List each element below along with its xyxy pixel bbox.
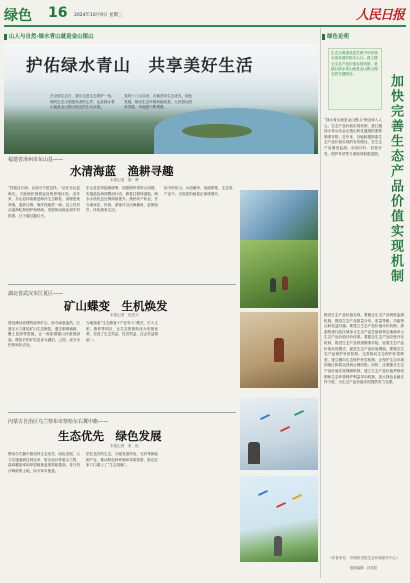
kite-icon <box>294 410 304 416</box>
kite-icon <box>280 426 290 432</box>
page-footer: 版面编辑：孙雪姮 <box>350 566 378 570</box>
story1-place: 福建省漳州市东山县—— <box>8 157 64 163</box>
coastal-photo <box>240 190 318 240</box>
masthead <box>4 4 406 24</box>
marker-icon <box>4 34 7 40</box>
section-rule <box>8 284 236 285</box>
hero-intro-right: 党的十八大以来，各地坚持生态优先、绿色发展，推动生态环境持续改善，人民群众的获得感、幸福感不断增强。 <box>124 94 193 109</box>
commentary-body-continued: 推进生态产品价值实现，要健全生态产品调查监测机制，摸清生态产品数量分布、质量等级、功能特点和权益归属。要建立生态产品价值评价机制，探索构建行政区域单元生态产品总值和特定地域单元生态产品价值评价体系。要健全生态产品经营开发机制，推进生态产品供需精准对接，拓展生态产品价值实现模式，促进生态产品价值增值。要健全生态产品保护补偿机制，完善纵向生态保护补偿制度，建立横向生态保护补偿机制，让保护生态环境的地区和群众得到合理回报。同时，还要健全生态产品价值实现保障机制，建立生态产品价值考核机制和生态环境保护利益导向机制，加大绿色金融支持力度，为生态产品价值实现提供有力支撑。 <box>324 313 404 385</box>
story2-title: 矿山蝶变 生机焕发 <box>64 299 168 313</box>
hero-intro-left: 在全国生态日，我们走进生态保护一线，倾听生态文明建设者的心声，记录绿水青山就是金山银山理念的生动实践。 <box>50 94 115 109</box>
commentary-column <box>322 28 406 578</box>
story2-byline: 本报记者 范昊天 <box>110 313 139 317</box>
rider-figure <box>274 338 284 362</box>
kite-festival-photo <box>240 398 318 470</box>
commentary-abstract: 生态文明建设是关系中华民族永续发展的根本大计。建立健全生态产品价值实现机制，是践行绿水青山就是金山银山理念的关键路径。 <box>328 48 382 110</box>
column-label-text: 山人与自然·绿水青山就是金山银山 <box>9 34 94 40</box>
story3-place: 内蒙古自治区乌兰察布市察哈尔右翼中旗—— <box>8 419 109 425</box>
page-number: 16 <box>48 5 68 21</box>
newspaper-logo: 人民日报 <box>355 8 404 23</box>
story3-title: 生态优先 绿色发展 <box>58 429 162 443</box>
story2-place: 湖北省武汉市江夏区—— <box>8 291 64 297</box>
story2-body-col1: 曾经满目疮痍的废弃矿山，如今绿意盎然。江夏区大力推进矿山生态修复，通过削坡减载、覆土复绿等措施，让一座座裸露山体重披绿装。修复后的矿坑变身为湖泊、公园，成为市民休闲好去处。 <box>8 321 80 348</box>
hiker-figure <box>282 276 288 290</box>
story1-title: 水清海蓝 渔耕寻趣 <box>70 164 174 178</box>
kite-icon <box>260 414 270 420</box>
story2-body-col2: 当地探索“生态修复+产业导入”模式，引入文旅、康养等项目，让生态资源转化为发展优势，实现了生态效益、经济效益、社会效益相统一。 <box>86 321 158 342</box>
kite-icon <box>292 494 302 500</box>
island-illustration <box>182 124 252 138</box>
commentary-title: 加快完善生态产品价值实现机制 <box>388 74 403 284</box>
section-name: 绿色 <box>4 8 32 24</box>
grassland-photo <box>240 476 318 562</box>
kite-icon <box>276 502 286 508</box>
issue-date: 2024年10月9日 星期三 <box>74 13 123 18</box>
story3-body-col2: 依托良好的生态，当地发展风电、光伏等新能源产业，推动特色种养殖和草原旅游，群众在家门口端上了“生态饭碗”。 <box>86 452 158 468</box>
story3-byline: 本报记者 张 枨 <box>110 444 139 448</box>
top-rule <box>4 25 406 27</box>
section-rule <box>8 412 236 413</box>
horse-rider-photo <box>240 312 318 388</box>
person-figure <box>248 442 260 464</box>
story1-body-col2: 东山县坚持陆海统筹，加强海岸带综合治理，实施蓝色海湾整治行动，修复红树林湿地，海水水质优良比例持续提升。渔民转产转业，开办渔家乐、民宿，游客可以出海捕鱼、赶海拾贝，体验渔家生活。 <box>86 186 158 213</box>
kite-icon <box>258 490 268 496</box>
story1-body-col3: 如今的东山，水清滩净、鱼鸥翔集，生态美、产业兴、百姓富的画卷正徐徐展开。 <box>164 186 236 196</box>
mine-restoration-photo <box>240 240 318 308</box>
commentary-body: “绿水青山就是金山银山”理念深入人心。生态产品价值实现机制，是打通绿水青山向金山银山转化通道的重要制度安排。近年来，各地积极探索生态产品价值实现的有效路径，在生态产品调查监测、价值评价、经营开发、保护补偿等方面取得积极进展。 <box>324 118 382 156</box>
story1-body-col1: “你看这片海，以前可不是这样。”站在东山县海边，当地渔民指着远处的养殖区说。近年来，东山县持续推进海洋生态修复，清理违规养殖，退养还海，海岸线焕然一新。岛上村民从靠海吃海到护海养海，发展休闲渔业和乡村旅游，日子越过越红火。 <box>8 186 80 218</box>
person-figure <box>274 536 282 556</box>
story1-byline: 本报记者 陈 晔 <box>110 178 139 182</box>
column-label-left <box>4 32 94 40</box>
hiker-figure <box>270 278 276 292</box>
column-label-text: 绿色论苑 <box>327 34 350 40</box>
hero-title: 护佑绿水青山 共享美好生活 <box>26 56 254 75</box>
story3-body-col1: 察哈尔右翼中旗坚持生态优先、绿色发展，大力实施退耕还林还草、防沙治沙等重点工程，森林覆盖率和草原植被盖度持续提高。昔日风沙肆虐的土地，如今草木葱茏。 <box>8 452 80 473</box>
hero-banner <box>4 44 318 154</box>
commentary-author: （作者单位：中国科学院生态环境研究中心） <box>328 556 400 560</box>
column-divider <box>320 28 321 578</box>
